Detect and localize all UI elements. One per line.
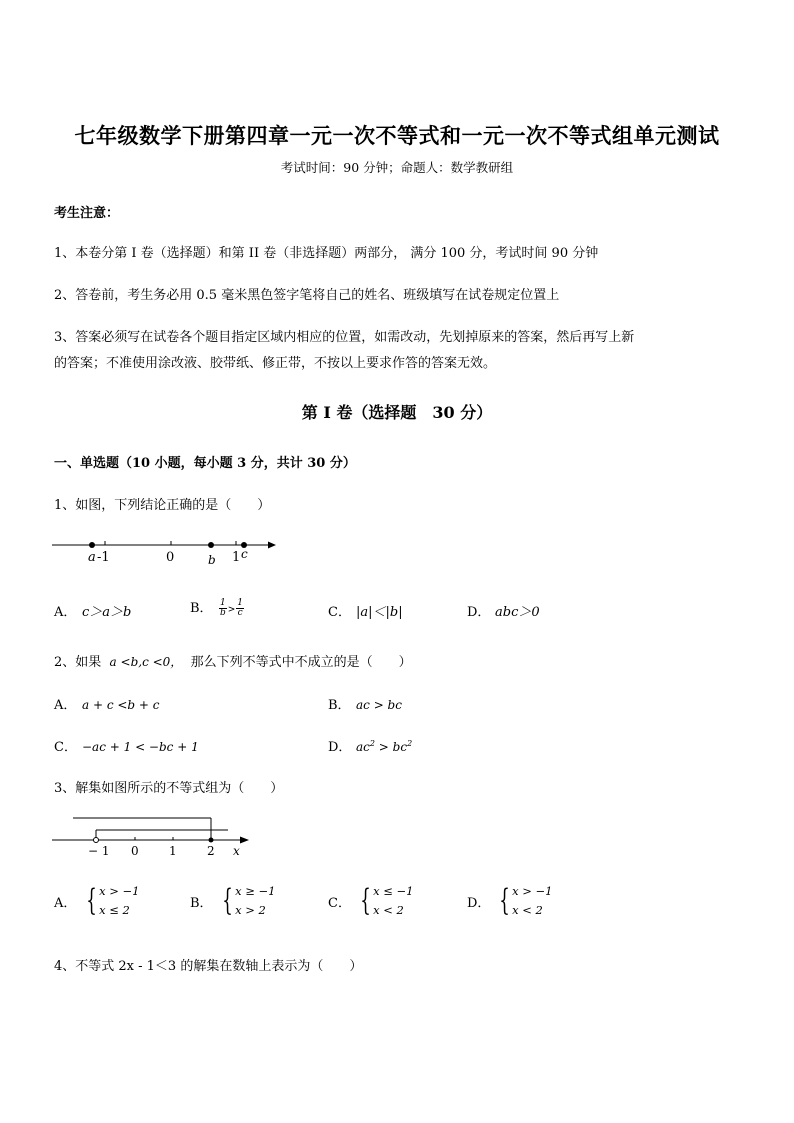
axis-arrow xyxy=(268,542,276,549)
brace: { xyxy=(360,883,371,918)
label-x: x xyxy=(233,844,240,858)
inequality-system: x ≥ −1 x > 2 xyxy=(235,884,276,917)
notice-item: 的答案；不准使用涂改液、胶带纸、修正带，不按以上要求作答的答案无效。 xyxy=(54,356,497,371)
open-point-minus-one xyxy=(94,838,99,843)
label-c: c xyxy=(241,547,248,561)
option-text: $ac^2 > bc^2$ xyxy=(356,739,413,754)
brace: { xyxy=(499,883,510,918)
option-letter: B． xyxy=(190,601,213,616)
point-b xyxy=(208,542,214,548)
exam-info: 考试时间：90 分钟；命题人：数学教研组 xyxy=(280,160,514,175)
closed-point-two xyxy=(209,838,214,843)
page-title: 七年级数学下册第四章一元一次不等式和一元一次不等式组单元测试 xyxy=(74,123,720,148)
option-letter: C． xyxy=(54,740,77,755)
question-1-option-a[interactable] xyxy=(54,601,131,620)
question-2-option-a[interactable] xyxy=(54,694,160,713)
question-3-option-d[interactable] xyxy=(467,882,552,920)
option-text: |a|＜|b| xyxy=(356,605,403,620)
label-b: b xyxy=(208,553,216,567)
label-one: 1 xyxy=(232,550,241,565)
option-text: −ac + 1 < −bc + 1 xyxy=(82,740,199,754)
question-3-option-a[interactable] xyxy=(54,882,139,920)
option-letter: D． xyxy=(467,605,491,620)
option-letter: C． xyxy=(328,605,351,620)
label-two: 2 xyxy=(207,844,215,858)
question-2-option-b[interactable] xyxy=(328,694,402,713)
question-1-option-b[interactable] xyxy=(190,597,245,618)
option-letter: B． xyxy=(328,698,351,713)
question-1-option-d[interactable] xyxy=(467,601,540,620)
axis-arrow xyxy=(240,837,249,844)
notice-item: 1、本卷分第 I 卷（选择题）和第 II 卷（非选择题）两部分， 满分 100 分，考试时间 90 分钟 xyxy=(54,246,599,261)
label-minus-one: − 1 xyxy=(88,844,110,858)
label-zero: 0 xyxy=(166,550,175,565)
section-title: 第 I 卷（选择题 30 分） xyxy=(301,403,493,422)
option-text: ac > bc xyxy=(356,698,402,712)
option-letter: A． xyxy=(54,605,77,620)
question-4-stem: 4、不等式 2x - 1＜3 的解集在数轴上表示为（ ） xyxy=(54,959,363,974)
question-2-stem: 2、如果 a <b,c <0， 那么下列不等式中不成立的是（ ） xyxy=(54,655,412,670)
brace: { xyxy=(222,883,233,918)
option-letter: D． xyxy=(328,740,352,755)
question-3-option-c[interactable] xyxy=(328,882,413,920)
notice-item: 2、答卷前，考生务必用 0.5 毫米黑色签字笔将自己的姓名、班级填写在试卷规定位置上 xyxy=(54,288,560,303)
option-letter: B． xyxy=(190,895,213,911)
question-1-option-c[interactable] xyxy=(328,601,403,620)
point-a xyxy=(89,542,95,548)
option-letter: A． xyxy=(54,895,77,911)
option-text: a + c <b + c xyxy=(82,698,160,712)
fraction: $\frac{1}{c}$ xyxy=(237,598,244,618)
label-a: a xyxy=(88,550,96,565)
option-text: abc＞0 xyxy=(495,605,540,620)
option-letter: A． xyxy=(54,698,77,713)
label-minus-one: -1 xyxy=(97,550,110,565)
notice-heading: 考生注意： xyxy=(54,206,120,221)
question-1-stem: 1、如图，下列结论正确的是（ ） xyxy=(54,498,271,513)
question-3-option-b[interactable] xyxy=(190,882,275,920)
question-3-number-line xyxy=(50,810,260,860)
part-heading: 一、单选题（10 小题，每小题 3 分，共计 30 分） xyxy=(54,456,356,471)
compare-sign: > xyxy=(227,605,236,615)
inequality-system: x ≤ −1 x < 2 xyxy=(373,884,414,917)
inequality-system: x > −1 x ≤ 2 xyxy=(99,884,140,917)
question-2-option-c[interactable] xyxy=(54,736,199,755)
question-2-option-d[interactable] xyxy=(328,736,412,755)
question-1-number-line xyxy=(50,532,290,568)
label-zero: 0 xyxy=(131,844,139,858)
notice-item: 3、答案必须写在试卷各个题目指定区域内相应的位置，如需改动，先划掉原来的答案，然后再写上新 xyxy=(54,330,635,345)
label-one: 1 xyxy=(169,844,177,858)
fraction: $\frac{1}{b}$ xyxy=(219,598,226,618)
option-letter: D． xyxy=(467,895,491,911)
option-letter: C． xyxy=(328,895,351,911)
brace: { xyxy=(86,883,97,918)
option-text: c＞a＞b xyxy=(82,605,132,620)
question-3-stem: 3、解集如图所示的不等式组为（ ） xyxy=(54,781,284,796)
inequality-system: x > −1 x < 2 xyxy=(512,884,553,917)
